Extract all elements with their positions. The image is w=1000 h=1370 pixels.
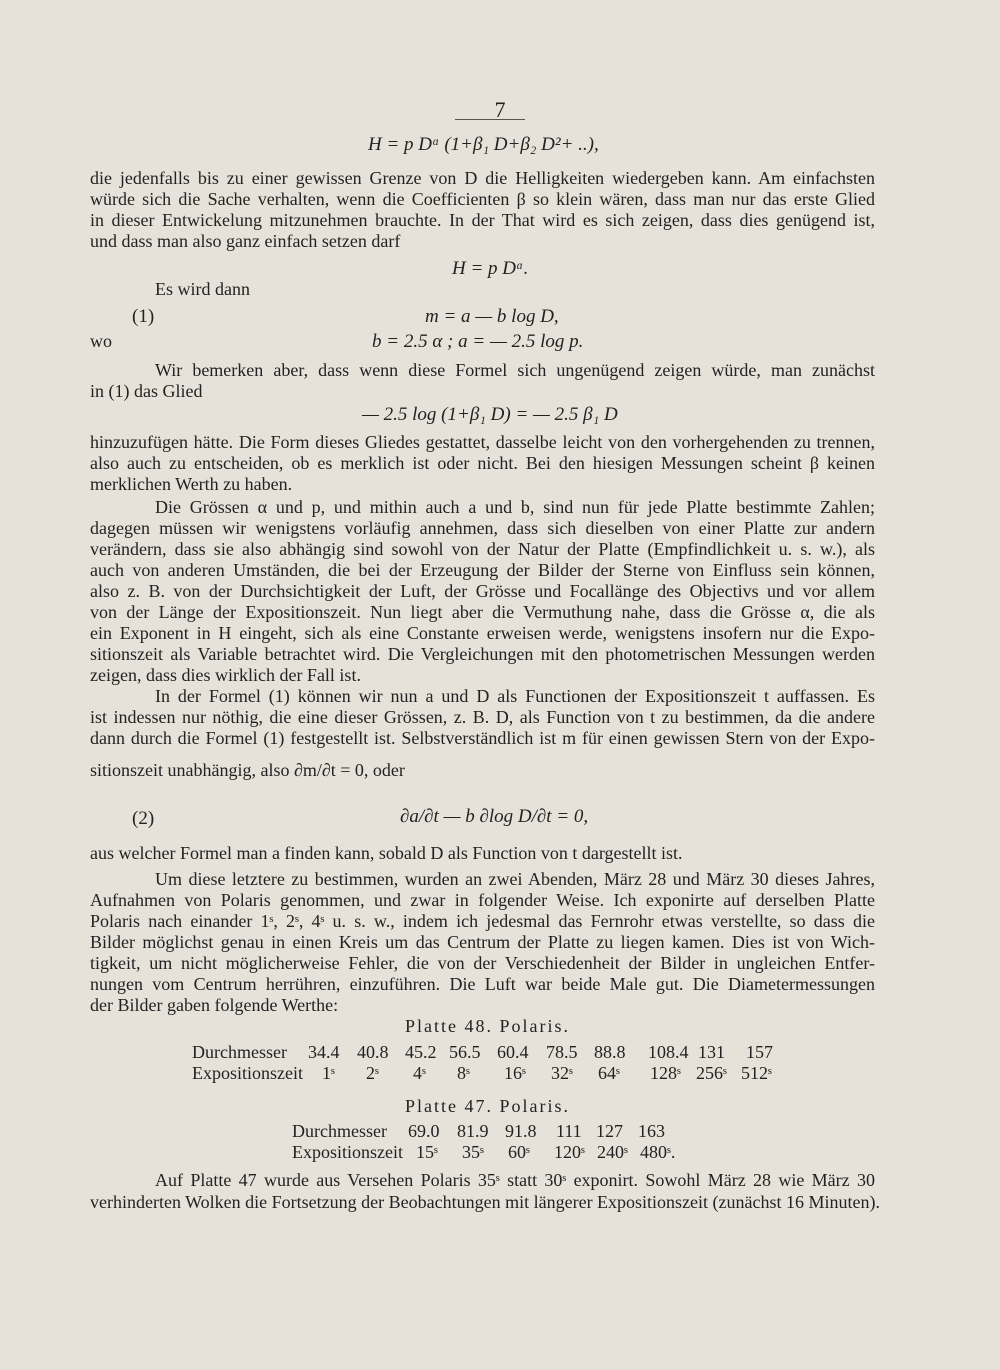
row-label: Durchmesser xyxy=(192,1042,287,1062)
row-label: Durchmesser xyxy=(292,1121,387,1141)
row-label: Expositionszeit xyxy=(292,1142,403,1162)
text-line: verändern, dass sie also abhängig sind sowohl von der Natur der Platte (Empfindlichkeit u. s. w.), als xyxy=(90,539,875,559)
text-line: dann durch die Formel (1) festgestellt ist. Selbstverständlich ist m für einen gewissen Stern von der Expo- xyxy=(90,728,875,748)
text-line: der Bilder gaben folgende Werthe: xyxy=(90,995,339,1015)
equation-series: H = p Dᵅ (1+β₁ D+β₂ D²+ ..), xyxy=(368,134,599,155)
text-line: in (1) das Glied xyxy=(90,381,203,401)
table-cell: 56.5 xyxy=(449,1042,481,1062)
text-line: wo xyxy=(90,331,112,351)
text-line: würde sich die Sache verhalten, wenn die Coefficienten β so klein wären, dass man nur das erste Glied xyxy=(90,189,875,209)
table-cell: 32ˢ xyxy=(551,1063,573,1083)
table-cell: 111 xyxy=(556,1121,582,1141)
text-line: tigkeit, um nicht möglicherweise Fehler, die von der Verschiedenheit der Bilder in ungleichen Entfer- xyxy=(90,953,875,973)
text-line: in dieser Entwickelung mitzunehmen brauchte. In der That wird es sich zeigen, dass dies genügend ist, xyxy=(90,210,875,230)
text-line: dagegen müssen wir wenigstens vorläufig annehmen, dass sich dieselben von einer Platte zur andern xyxy=(90,518,875,538)
text-line: Wir bemerken aber, dass wenn diese Formel sich ungenügend zeigen würde, man zunächst xyxy=(155,360,875,380)
text-line: aus welcher Formel man a finden kann, sobald D als Function von t dargestellt ist. xyxy=(90,843,683,863)
text-line: von der Länge der Expositionszeit. Nun liegt aber die Vermuthung nahe, dass die Grösse α, die als xyxy=(90,602,875,622)
text-line: also auch zu entscheiden, ob es merklich ist oder nicht. Bei den hiesigen Messungen scheint β keinen xyxy=(90,453,875,473)
table-cell: 40.8 xyxy=(357,1042,389,1062)
table-cell: 256ˢ xyxy=(696,1063,727,1083)
table-cell: 60ˢ xyxy=(508,1142,530,1162)
equation-simple: H = p Dᵅ. xyxy=(452,258,529,279)
text-line: Bilder möglichst genau in einen Kreis um das Centrum der Platte zu liegen kamen. Dies ist von Wich- xyxy=(90,932,875,952)
text-line: Auf Platte 47 wurde aus Versehen Polaris 35ˢ statt 30ˢ exponirt. Sowohl März 28 wie März 30 xyxy=(155,1170,875,1190)
text-line: Polaris nach einander 1ˢ, 2ˢ, 4ˢ u. s. w., indem ich jedesmal das Fernrohr etwas verstellte, so dass die xyxy=(90,911,875,931)
text-line: ein Exponent in H eingeht, sich als eine Constante erweisen werde, wenigstens insofern nur die Expo- xyxy=(90,623,875,643)
text-line: Es wird dann xyxy=(155,279,250,299)
table-title: Platte 48. Polaris. xyxy=(405,1016,570,1036)
table-cell: 512ˢ xyxy=(741,1063,772,1083)
table-cell: 131 xyxy=(698,1042,725,1062)
table-cell: 2ˢ xyxy=(366,1063,379,1083)
text-line: verhinderten Wolken die Fortsetzung der Beobachtungen mit längerer Expositionszeit (zunächst 16 Minuten). xyxy=(90,1192,881,1212)
text-line: sitionszeit als Variable betrachtet wird. Die Vergleichungen mit den photometrischen Messungen werden xyxy=(90,644,875,664)
text-line: zeigen, dass dies wirklich der Fall ist. xyxy=(90,665,361,685)
table-cell: 127 xyxy=(596,1121,623,1141)
text-line: Aufnahmen von Polaris genommen, und zwar in folgender Weise. Ich exponirte auf derselben Platte xyxy=(90,890,875,910)
table-cell: 480ˢ. xyxy=(640,1142,676,1162)
table-cell: 88.8 xyxy=(594,1042,626,1062)
table-title: Platte 47. Polaris. xyxy=(405,1096,570,1116)
table-cell: 16ˢ xyxy=(504,1063,526,1083)
text-line: In der Formel (1) können wir nun a und D als Functionen der Expositionszeit t auffassen. Es xyxy=(155,686,875,706)
text-line: Die Grössen α und p, und mithin auch a und b, sind nun für jede Platte bestimmte Zahlen; xyxy=(155,497,875,517)
table-cell: 240ˢ xyxy=(597,1142,628,1162)
text-line: ist indessen nur nöthig, die eine dieser Grössen, z. B. D, als Function von t zu bestimmen, da die andere xyxy=(90,707,875,727)
text-line: also z. B. von der Durchsichtigkeit der Luft, der Grösse und Focallänge des Objectivs und vor allem xyxy=(90,581,875,601)
equation-1: m = a — b log D, xyxy=(425,306,559,327)
row-label: Expositionszeit xyxy=(192,1063,303,1083)
text-line: nungen vom Centrum herrühren, einzuführen. Die Luft war beide Male gut. Die Diametermessungen xyxy=(90,974,875,994)
table-cell: 91.8 xyxy=(505,1121,537,1141)
text-line: auch von anderen Umständen, die bei der Erzeugung der Bilder der Sterne von Einfluss sein können, xyxy=(90,560,875,580)
table-cell: 163 xyxy=(638,1121,665,1141)
text-line: hinzuzufügen hätte. Die Form dieses Gliedes gestattet, dasselbe leicht von den vorhergehenden zu trennen, xyxy=(90,432,875,452)
text-line: Um diese letztere zu bestimmen, wurden an zwei Abenden, März 28 und März 30 dieses Jahres, xyxy=(155,869,875,889)
text-line: sitionszeit unabhängig, also ∂m/∂t = 0, oder xyxy=(90,760,405,780)
table-cell: 108.4 xyxy=(648,1042,689,1062)
table-cell: 81.9 xyxy=(457,1121,489,1141)
table-cell: 34.4 xyxy=(308,1042,340,1062)
table-cell: 60.4 xyxy=(497,1042,529,1062)
page-number-rule xyxy=(455,119,525,120)
equation-1b: b = 2.5 α ; a = — 2.5 log p. xyxy=(372,331,584,352)
table-cell: 45.2 xyxy=(405,1042,437,1062)
page-number: 7 xyxy=(494,97,506,122)
table-cell: 128ˢ xyxy=(650,1063,681,1083)
table-cell: 8ˢ xyxy=(457,1063,470,1083)
text-line: merklichen Werth zu haben. xyxy=(90,474,293,494)
table-cell: 4ˢ xyxy=(413,1063,426,1083)
table-cell: 15ˢ xyxy=(416,1142,438,1162)
equation-number: (2) xyxy=(132,808,155,829)
text-line: und dass man also ganz einfach setzen darf xyxy=(90,231,401,251)
equation-number: (1) xyxy=(132,306,155,327)
table-cell: 69.0 xyxy=(408,1121,440,1141)
table-cell: 78.5 xyxy=(546,1042,578,1062)
table-cell: 64ˢ xyxy=(598,1063,620,1083)
text-line: die jedenfalls bis zu einer gewissen Grenze von D die Helligkeiten wiedergeben kann. Am einfachsten xyxy=(90,168,875,188)
table-cell: 157 xyxy=(746,1042,773,1062)
equation-2: ∂a/∂t — b ∂log D/∂t = 0, xyxy=(400,806,589,827)
table-cell: 120ˢ xyxy=(554,1142,585,1162)
table-cell: 1ˢ xyxy=(322,1063,335,1083)
table-cell: 35ˢ xyxy=(462,1142,484,1162)
equation-glied: — 2.5 log (1+β₁ D) = — 2.5 β₁ D xyxy=(362,404,618,425)
